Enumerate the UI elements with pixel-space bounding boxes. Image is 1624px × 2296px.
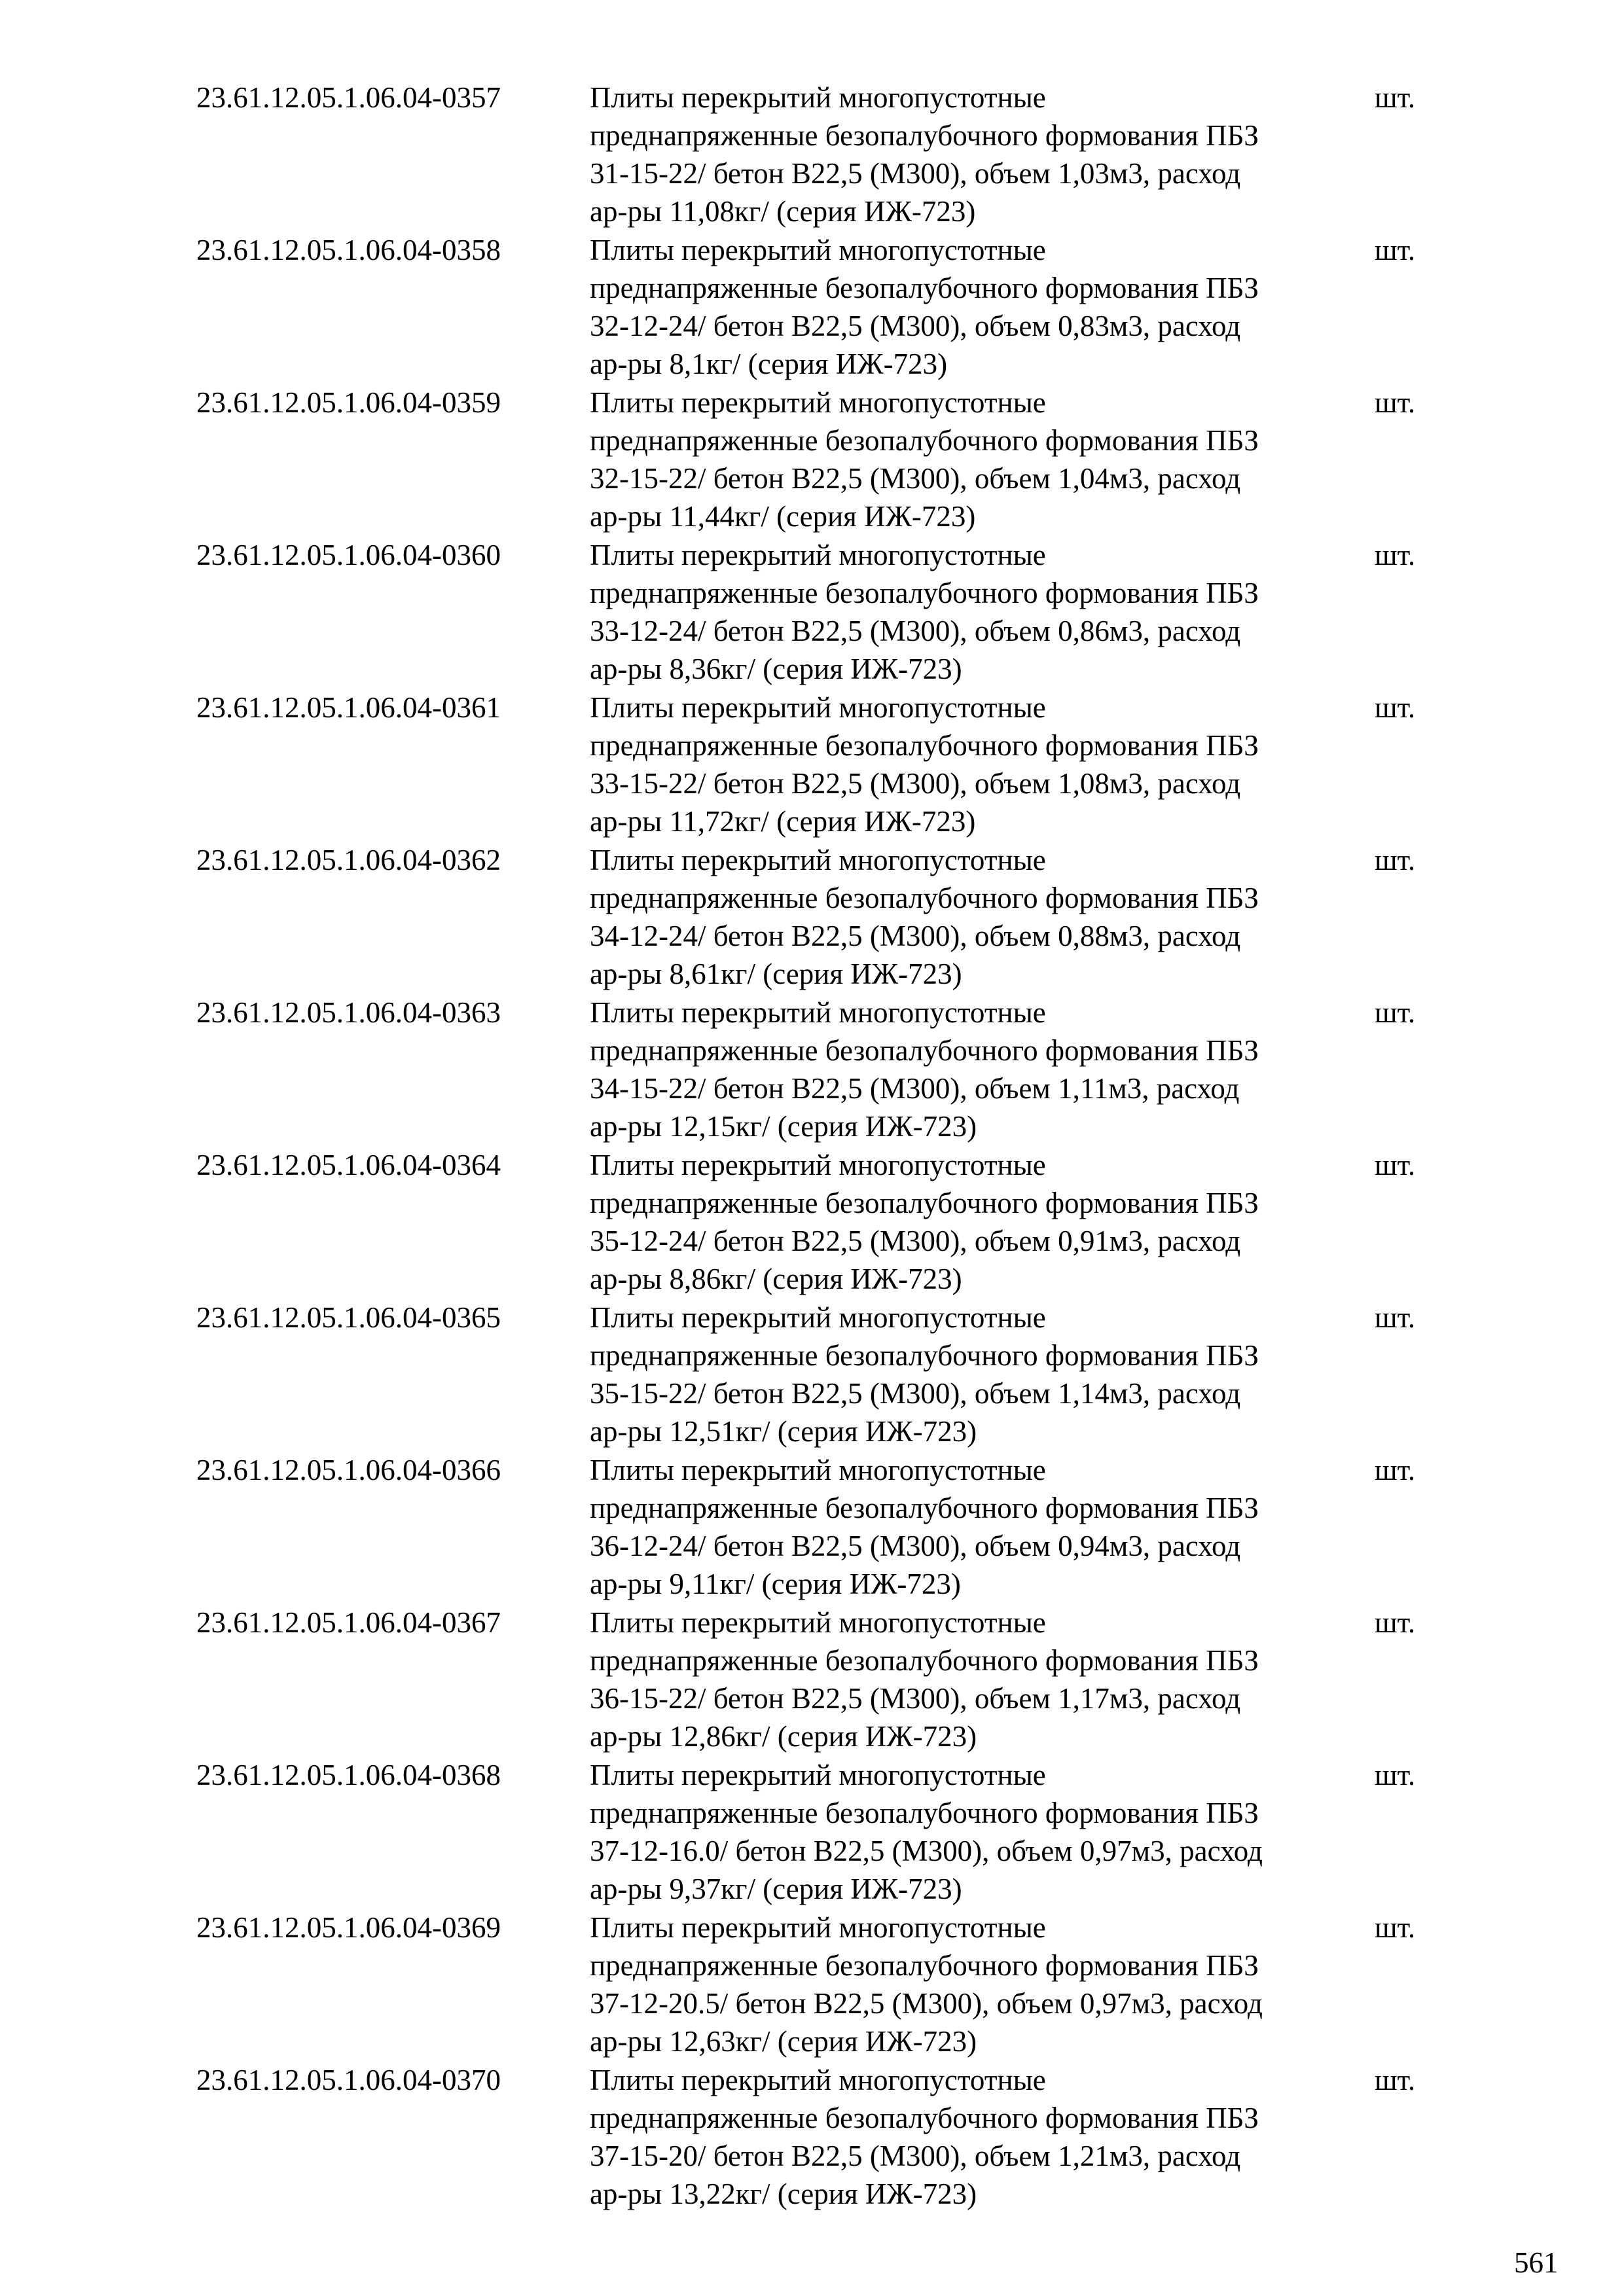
catalog-table: [196, 79, 1440, 2214]
item-code: 23.61.12.05.1.06.04-0357: [196, 81, 501, 114]
item-unit: шт.: [1375, 1454, 1416, 1486]
description-line: 36-15-22/ бетон В22,5 (М300), объем 1,17м3, расход: [590, 1682, 1241, 1715]
table-row: [196, 1756, 1440, 1909]
description-line: 32-15-22/ бетон В22,5 (М300), объем 1,04м3, расход: [590, 462, 1241, 495]
description-line: преднапряженные безопалубочного формования ПБЗ: [590, 1644, 1259, 1677]
item-unit: шт.: [1375, 1606, 1416, 1639]
table-row: [196, 2061, 1440, 2214]
description-line: ар-ры 8,86кг/ (серия ИЖ-723): [590, 1263, 962, 1295]
description-line: 37-12-20.5/ бетон В22,5 (М300), объем 0,97м3, расход: [590, 1987, 1263, 2020]
description-line: Плиты перекрытий многопустотные: [590, 234, 1046, 266]
item-unit: шт.: [1375, 386, 1416, 419]
description-line: Плиты перекрытий многопустотные: [590, 539, 1046, 571]
table-row: [196, 1451, 1440, 1604]
item-code: 23.61.12.05.1.06.04-0365: [196, 1301, 501, 1334]
description-line: Плиты перекрытий многопустотные: [590, 1911, 1046, 1944]
description-line: преднапряженные безопалубочного формования ПБЗ: [590, 2102, 1259, 2134]
description-line: 32-12-24/ бетон В22,5 (М300), объем 0,83м3, расход: [590, 310, 1241, 342]
description-line: преднапряженные безопалубочного формования ПБЗ: [590, 119, 1259, 152]
item-unit: шт.: [1375, 844, 1416, 876]
item-unit: шт.: [1375, 1301, 1416, 1334]
item-code: 23.61.12.05.1.06.04-0362: [196, 844, 501, 876]
description-line: ар-ры 11,72кг/ (серия ИЖ-723): [590, 805, 976, 838]
table-row: [196, 1909, 1440, 2061]
item-code: 23.61.12.05.1.06.04-0364: [196, 1149, 501, 1181]
description-line: 33-15-22/ бетон В22,5 (М300), объем 1,08м3, расход: [590, 767, 1241, 800]
item-unit: шт.: [1375, 691, 1416, 724]
item-code: 23.61.12.05.1.06.04-0367: [196, 1606, 501, 1639]
table-row: [196, 384, 1440, 536]
description-line: 35-15-22/ бетон В22,5 (М300), объем 1,14м3, расход: [590, 1377, 1241, 1410]
description-line: Плиты перекрытий многопустотные: [590, 996, 1046, 1029]
description-line: Плиты перекрытий многопустотные: [590, 1301, 1046, 1334]
description-line: преднапряженные безопалубочного формования ПБЗ: [590, 424, 1259, 457]
item-code: 23.61.12.05.1.06.04-0366: [196, 1454, 501, 1486]
table-row: [196, 79, 1440, 231]
description-line: ар-ры 9,37кг/ (серия ИЖ-723): [590, 1873, 962, 1905]
item-code: 23.61.12.05.1.06.04-0358: [196, 234, 501, 266]
description-line: преднапряженные безопалубочного формования ПБЗ: [590, 1949, 1259, 1982]
item-unit: шт.: [1375, 996, 1416, 1029]
description-line: ар-ры 8,1кг/ (серия ИЖ-723): [590, 348, 948, 380]
table-row: [196, 994, 1440, 1146]
item-unit: шт.: [1375, 2064, 1416, 2096]
description-line: 36-12-24/ бетон В22,5 (М300), объем 0,94м3, расход: [590, 1530, 1241, 1562]
description-line: 35-12-24/ бетон В22,5 (М300), объем 0,91м3, расход: [590, 1225, 1241, 1257]
description-line: преднапряженные безопалубочного формования ПБЗ: [590, 272, 1259, 304]
table-row: [196, 689, 1440, 841]
description-line: преднапряженные безопалубочного формования ПБЗ: [590, 1797, 1259, 1829]
item-code: 23.61.12.05.1.06.04-0369: [196, 1911, 501, 1944]
description-line: преднапряженные безопалубочного формования ПБЗ: [590, 577, 1259, 609]
description-line: 34-12-24/ бетон В22,5 (М300), объем 0,88м3, расход: [590, 920, 1241, 952]
item-unit: шт.: [1375, 1149, 1416, 1181]
item-unit: шт.: [1375, 1759, 1416, 1791]
description-line: Плиты перекрытий многопустотные: [590, 1606, 1046, 1639]
description-line: 31-15-22/ бетон В22,5 (М300), объем 1,03м3, расход: [590, 157, 1241, 190]
description-line: Плиты перекрытий многопустотные: [590, 2064, 1046, 2096]
description-line: ар-ры 11,08кг/ (серия ИЖ-723): [590, 195, 976, 228]
item-code: 23.61.12.05.1.06.04-0370: [196, 2064, 501, 2096]
description-line: Плиты перекрытий многопустотные: [590, 691, 1046, 724]
item-code: 23.61.12.05.1.06.04-0360: [196, 539, 501, 571]
description-line: ар-ры 8,61кг/ (серия ИЖ-723): [590, 958, 962, 990]
description-line: ар-ры 8,36кг/ (серия ИЖ-723): [590, 653, 962, 685]
item-code: 23.61.12.05.1.06.04-0363: [196, 996, 501, 1029]
table-row: [196, 1146, 1440, 1299]
description-line: Плиты перекрытий многопустотные: [590, 81, 1046, 114]
table-row: [196, 1299, 1440, 1451]
table-row: [196, 536, 1440, 689]
description-line: ар-ры 12,63кг/ (серия ИЖ-723): [590, 2025, 977, 2058]
description-line: Плиты перекрытий многопустотные: [590, 1454, 1046, 1486]
item-unit: шт.: [1375, 539, 1416, 571]
description-line: ар-ры 12,51кг/ (серия ИЖ-723): [590, 1415, 977, 1448]
page-number: 561: [1514, 2246, 1559, 2279]
description-line: 37-12-16.0/ бетон В22,5 (М300), объем 0,97м3, расход: [590, 1835, 1263, 1867]
description-line: Плиты перекрытий многопустотные: [590, 1149, 1046, 1181]
description-line: 33-12-24/ бетон В22,5 (М300), объем 0,86м3, расход: [590, 615, 1241, 647]
item-code: 23.61.12.05.1.06.04-0359: [196, 386, 501, 419]
table-row: [196, 841, 1440, 994]
description-line: преднапряженные безопалубочного формования ПБЗ: [590, 1034, 1259, 1067]
description-line: ар-ры 9,11кг/ (серия ИЖ-723): [590, 1568, 961, 1600]
description-line: ар-ры 12,86кг/ (серия ИЖ-723): [590, 1720, 977, 1753]
item-unit: шт.: [1375, 1911, 1416, 1944]
description-line: ар-ры 11,44кг/ (серия ИЖ-723): [590, 500, 976, 533]
description-line: преднапряженные безопалубочного формования ПБЗ: [590, 882, 1259, 914]
table-row: [196, 1604, 1440, 1756]
description-line: преднапряженные безопалубочного формования ПБЗ: [590, 1339, 1259, 1372]
description-line: преднапряженные безопалубочного формования ПБЗ: [590, 1187, 1259, 1219]
description-line: Плиты перекрытий многопустотные: [590, 844, 1046, 876]
description-line: ар-ры 12,15кг/ (серия ИЖ-723): [590, 1110, 977, 1143]
description-line: 37-15-20/ бетон В22,5 (М300), объем 1,21м3, расход: [590, 2140, 1241, 2172]
table-row: [196, 231, 1440, 384]
description-line: ар-ры 13,22кг/ (серия ИЖ-723): [590, 2178, 977, 2210]
item-unit: шт.: [1375, 81, 1416, 114]
item-code: 23.61.12.05.1.06.04-0368: [196, 1759, 501, 1791]
item-code: 23.61.12.05.1.06.04-0361: [196, 691, 501, 724]
description-line: 34-15-22/ бетон В22,5 (М300), объем 1,11м3, расход: [590, 1072, 1240, 1105]
description-line: Плиты перекрытий многопустотные: [590, 386, 1046, 419]
description-line: преднапряженные безопалубочного формования ПБЗ: [590, 729, 1259, 762]
description-line: преднапряженные безопалубочного формования ПБЗ: [590, 1492, 1259, 1524]
description-line: Плиты перекрытий многопустотные: [590, 1759, 1046, 1791]
item-unit: шт.: [1375, 234, 1416, 266]
